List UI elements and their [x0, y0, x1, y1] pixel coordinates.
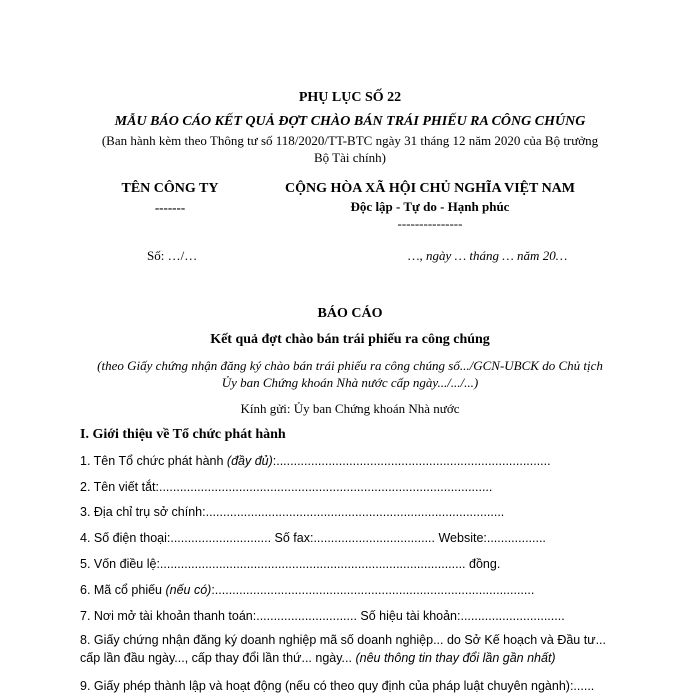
motto-dash: --------------- [397, 216, 463, 231]
field-label: 1. Tên Tổ chức phát hành [80, 454, 227, 468]
document-date: …, ngày … tháng … năm 20… [408, 248, 568, 263]
form-field-business-registration-line-1: 8. Giấy chứng nhận đăng ký doanh nghiệp mã số doanh nghiệp... do Sở Kế hoạch và Đầu tư... [80, 633, 606, 647]
issued-line-1: (Ban hành kèm theo Thông tư số 118/2020/TT-BTC ngày 31 tháng 12 năm 2020 của Bộ trưởng [101, 133, 599, 148]
report-recipient: Kính gửi: Ủy ban Chứng khoán Nhà nước [240, 401, 460, 416]
national-motto: Độc lập - Tự do - Hạnh phúc [350, 199, 510, 214]
field-text: cấp lần đầu ngày..., cấp thay đổi lần thứ... ngày... [80, 651, 356, 665]
form-field-short-name: 2. Tên viết tắt:................................................................................................ [80, 480, 493, 494]
document-number: Số: …/… [147, 248, 198, 263]
company-dash: ------- [154, 200, 186, 215]
form-field-stock-code [80, 583, 534, 597]
company-name: TÊN CÔNG TY [121, 181, 219, 196]
form-field-contact: 4. Số điện thoại:............................. Số fax:................................... Website:................. [80, 531, 546, 545]
field-note: (nêu thông tin thay đổi lần gần nhất) [355, 651, 556, 665]
republic-name: CỘNG HÒA XÃ HỘI CHỦ NGHĨA VIỆT NAM [284, 181, 575, 196]
field-dots: :............................................................................................ [211, 583, 535, 597]
form-field-bank-account: 7. Nơi mở tài khoản thanh toán:............................. Số hiệu tài khoản:.............................. [80, 609, 565, 623]
form-field-business-registration-line-2 [80, 651, 556, 665]
form-field-issuer-name [80, 454, 551, 468]
field-note: (nếu có) [165, 583, 212, 597]
appendix-subtitle: MẪU BÁO CÁO KẾT QUẢ ĐỢT CHÀO BÁN TRÁI PHIẾU RA CÔNG CHÚNG [114, 114, 586, 129]
issued-line-2: Bộ Tài chính) [314, 150, 386, 165]
form-field-head-office: 3. Địa chỉ trụ sở chính:...................................................................................... [80, 505, 505, 519]
report-basis-line-2: Ủy ban Chứng khoán Nhà nước cấp ngày.../.../...) [221, 375, 479, 390]
form-field-license: 9. Giấy phép thành lập và hoạt động (nếu có theo quy định của pháp luật chuyên ngành):...... [80, 679, 595, 693]
field-note: (đầy đủ) [226, 454, 273, 468]
field-dots: :............................................................................... [272, 454, 551, 468]
report-basis-line-1: (theo Giấy chứng nhận đăng ký chào bán trái phiếu ra công chúng số.../GCN-UBCK do Chủ tịch [97, 358, 603, 373]
appendix-title: PHỤ LỤC SỐ 22 [298, 90, 402, 105]
report-subject: Kết quả đợt chào bán trái phiếu ra công chúng [210, 332, 490, 347]
report-title: BÁO CÁO [317, 306, 383, 321]
field-label: 6. Mã cổ phiếu [80, 583, 166, 597]
form-field-charter-capital: 5. Vốn điều lệ:........................................................................................ đồng. [80, 557, 501, 571]
section-heading: I. Giới thiệu về Tổ chức phát hành [80, 427, 286, 442]
